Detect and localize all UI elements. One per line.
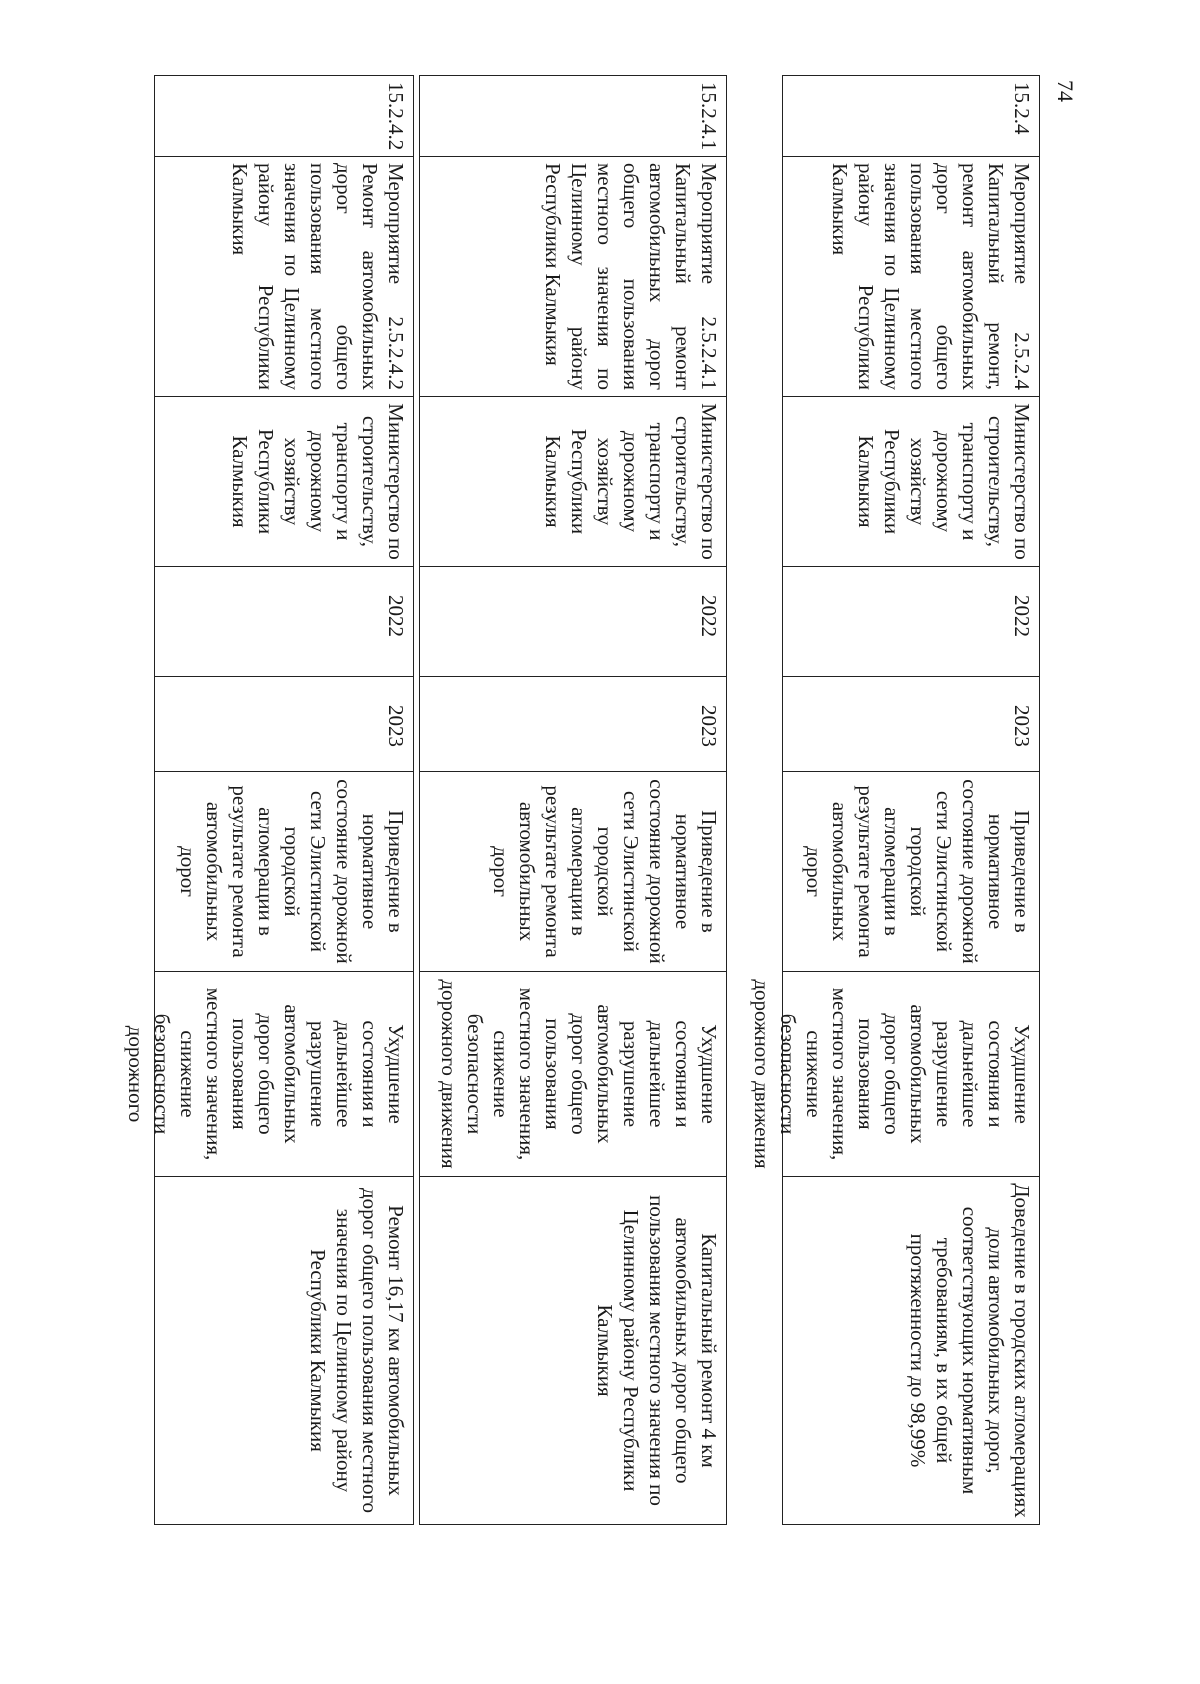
expected-result-cell: Приведение в нормативное состояние дорожной сети Элистинской городской агломерации в результате ремонта автомобильных дорог bbox=[420, 771, 726, 971]
activity-cell: Мероприятие 2.5.2.4.2 Ремонт автомобильных дорог общего пользования местного значения по Целинному району Республики Калмыкия bbox=[155, 156, 413, 396]
row-number: 15.2.4.1 bbox=[697, 82, 721, 151]
expected-result-cell: Приведение в нормативное состояние дорожной сети Элистинской городской агломерации в результате ремонта автомобильных дорог bbox=[783, 771, 1039, 971]
consequence-cell: Ухудшение состояния и дальнейшее разрушение автомобильных дорог общего пользования местного значения, снижение безопасности дорожного движения bbox=[783, 971, 1039, 1176]
table-row bbox=[750, 75, 1040, 1525]
page-number: 74 bbox=[1053, 80, 1078, 102]
measures-table bbox=[112, 75, 1040, 1525]
consequence-cell: Ухудшение состояния и дальнейшее разрушение автомобильных дорог общего пользования местного значения, снижение безопасности дорожного bbox=[155, 971, 413, 1176]
start-year-cell: 2022 bbox=[783, 566, 1039, 676]
indicator-cell: Капитальный ремонт 4 км автомобильных дорог общего пользования местного значения по Целинному району Республики Калмыкия bbox=[420, 1176, 726, 1524]
indicator-cell: Доведение в городских агломерациях доли автомобильных дорог, соответствующих нормативным требованиям, в их общей протяженности до 98,99% bbox=[783, 1176, 1039, 1524]
start-year-cell: 2022 bbox=[155, 566, 413, 676]
row-number: 15.2.4.2 bbox=[384, 82, 408, 151]
end-year-cell: 2023 bbox=[155, 676, 413, 771]
start-year-cell: 2022 bbox=[420, 566, 726, 676]
indicator-cell: Ремонт 16,17 км автомобильных дорог общего пользования местного значения по Целинному району Республики Калмыкия bbox=[155, 1176, 413, 1524]
end-year-cell: 2023 bbox=[783, 676, 1039, 771]
activity-cell: Мероприятие 2.5.2.4.1 Капитальный ремонт автомобильных дорог общего пользования местного значения по Целинному району Республики Калмыкия bbox=[420, 156, 726, 396]
activity-cell: Мероприятие 2.5.2.4 Капитальный ремонт, ремонт автомобильных дорог общего пользования местного значения по Целинному району Республики Калмыкия bbox=[783, 156, 1039, 396]
expected-result-cell: Приведение в нормативное состояние дорожной сети Элистинской городской агломерации в результате ремонта автомобильных дорог bbox=[155, 771, 413, 971]
executor-cell: Министерство по строительству, транспорту и дорожному хозяйству Республики Калмыкия bbox=[155, 396, 413, 566]
consequence-cell: Ухудшение состояния и дальнейшее разрушение автомобильных дорог общего пользования местного значения, снижение безопасности дорожного движения bbox=[420, 971, 726, 1176]
table-row bbox=[124, 75, 414, 1525]
row-number: 15.2.4 bbox=[1010, 82, 1034, 135]
table-row bbox=[419, 75, 727, 1525]
executor-cell: Министерство по строительству, транспорту и дорожному хозяйству Республики Калмыкия bbox=[783, 396, 1039, 566]
end-year-cell: 2023 bbox=[420, 676, 726, 771]
executor-cell: Министерство по строительству, транспорту и дорожному хозяйству Республики Калмыкия bbox=[420, 396, 726, 566]
